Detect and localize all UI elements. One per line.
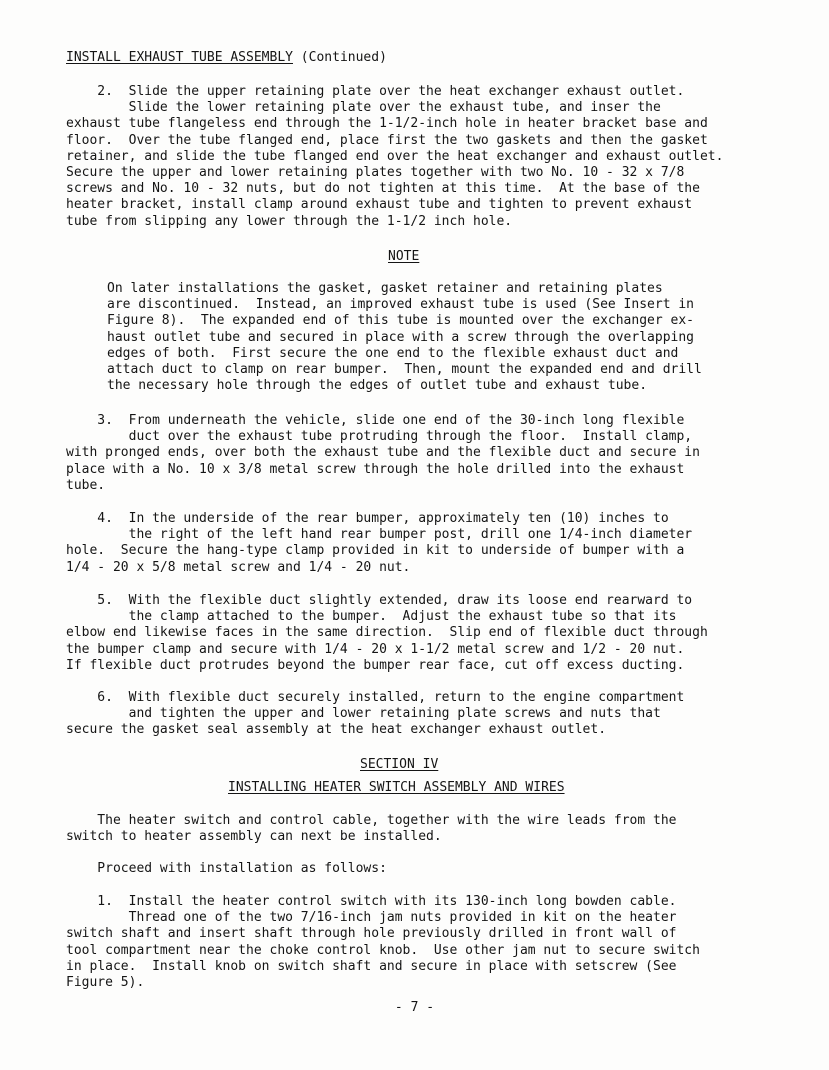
heading-title: INSTALL EXHAUST TUBE ASSEMBLY bbox=[66, 50, 293, 65]
step-5-paragraph: 5. With the flexible duct slightly extended, draw its loose end rearward to the clamp attached to the bumper. Adjust the exhaust tube so that its elbow end likewise faces in the same direction. Slip end of flexible duct through the bumper clamp and secure with 1/4 - 20 x 1-1/2 metal screw and 1/2 - 20 nut. If flexible duct protrudes beyond the bumper rear face, cut off excess ducting. bbox=[66, 593, 708, 673]
page-number: - 7 - bbox=[394, 1000, 435, 1015]
note-heading: NOTE bbox=[388, 249, 420, 264]
note-paragraph: On later installations the gasket, gasket retainer and retaining plates are discontinued. Instead, an improved exhaust tube is used (See Insert in Figure 8). The expanded end of this tube is mounted over the exchanger ex- haust outlet tube and secured in place with a screw through the overlapping edges of both. First secure the one end to the flexible exhaust duct and attach duct to clamp on rear bumper. Then, mount the expanded end and drill the necessary hole through the edges of outlet tube and exhaust tube. bbox=[107, 281, 702, 394]
section-intro-paragraph: The heater switch and control cable, together with the wire leads from the switch to heater assembly can next be installed. bbox=[66, 813, 677, 845]
step-3-paragraph: 3. From underneath the vehicle, slide one end of the 30-inch long flexible duct over the exhaust tube protruding through the floor. Install clamp, with pronged ends, over both the exhaust tube and the flexible duct and secure in place with a No. 10 x 3/8 metal screw through the hole drilled into the exhaust tube. bbox=[66, 413, 700, 493]
section-number: SECTION IV bbox=[360, 757, 439, 772]
step-4-paragraph: 4. In the underside of the rear bumper, approximately ten (10) inches to the right of the left hand rear bumper post, drill one 1/4-inch diameter hole. Secure the hang-type clamp provided in kit to underside of bumper with a 1/4 - 20 x 5/8 metal screw and 1/4 - 20 nut. bbox=[66, 511, 693, 575]
step-1-paragraph: 1. Install the heater control switch with its 130-inch long bowden cable. Thread one of the two 7/16-inch jam nuts provided in kit on the heater switch shaft and insert shaft through hole previously drilled in front wall of tool compartment near the choke control knob. Use other jam nut to secure switch in place. Install knob on switch shaft and secure in place with setscrew (See Figure 5). bbox=[66, 894, 700, 991]
proceed-paragraph: Proceed with installation as follows: bbox=[66, 861, 387, 876]
heading-suffix: (Continued) bbox=[292, 50, 387, 65]
section-title: INSTALLING HEATER SWITCH ASSEMBLY AND WIRES bbox=[228, 780, 565, 795]
step-2-paragraph: 2. Slide the upper retaining plate over the heat exchanger exhaust outlet. Slide the lower retaining plate over the exhaust tube, and inser the exhaust tube flangeless end through the 1-1/2-inch hole in heater bracket base and floor. Over the tube flanged end, place first the two gaskets and then the gasket retainer, and slide the tube flanged end over the heat exchanger and exhaust outlet. Secure the upper and lower retaining plates together with two No. 10 - 32 x 7/8 screws and No. 10 - 32 nuts, but do not tighten at this time. At the base of the heater bracket, install clamp around exhaust tube and tighten to prevent exhaust tube from slipping any lower through the 1-1/2 inch hole. bbox=[66, 84, 724, 229]
step-6-paragraph: 6. With flexible duct securely installed, return to the engine compartment and tighten the upper and lower retaining plate screws and nuts that secure the gasket seal assembly at the heat exchanger exhaust outlet. bbox=[66, 690, 685, 738]
page-heading bbox=[66, 50, 387, 66]
